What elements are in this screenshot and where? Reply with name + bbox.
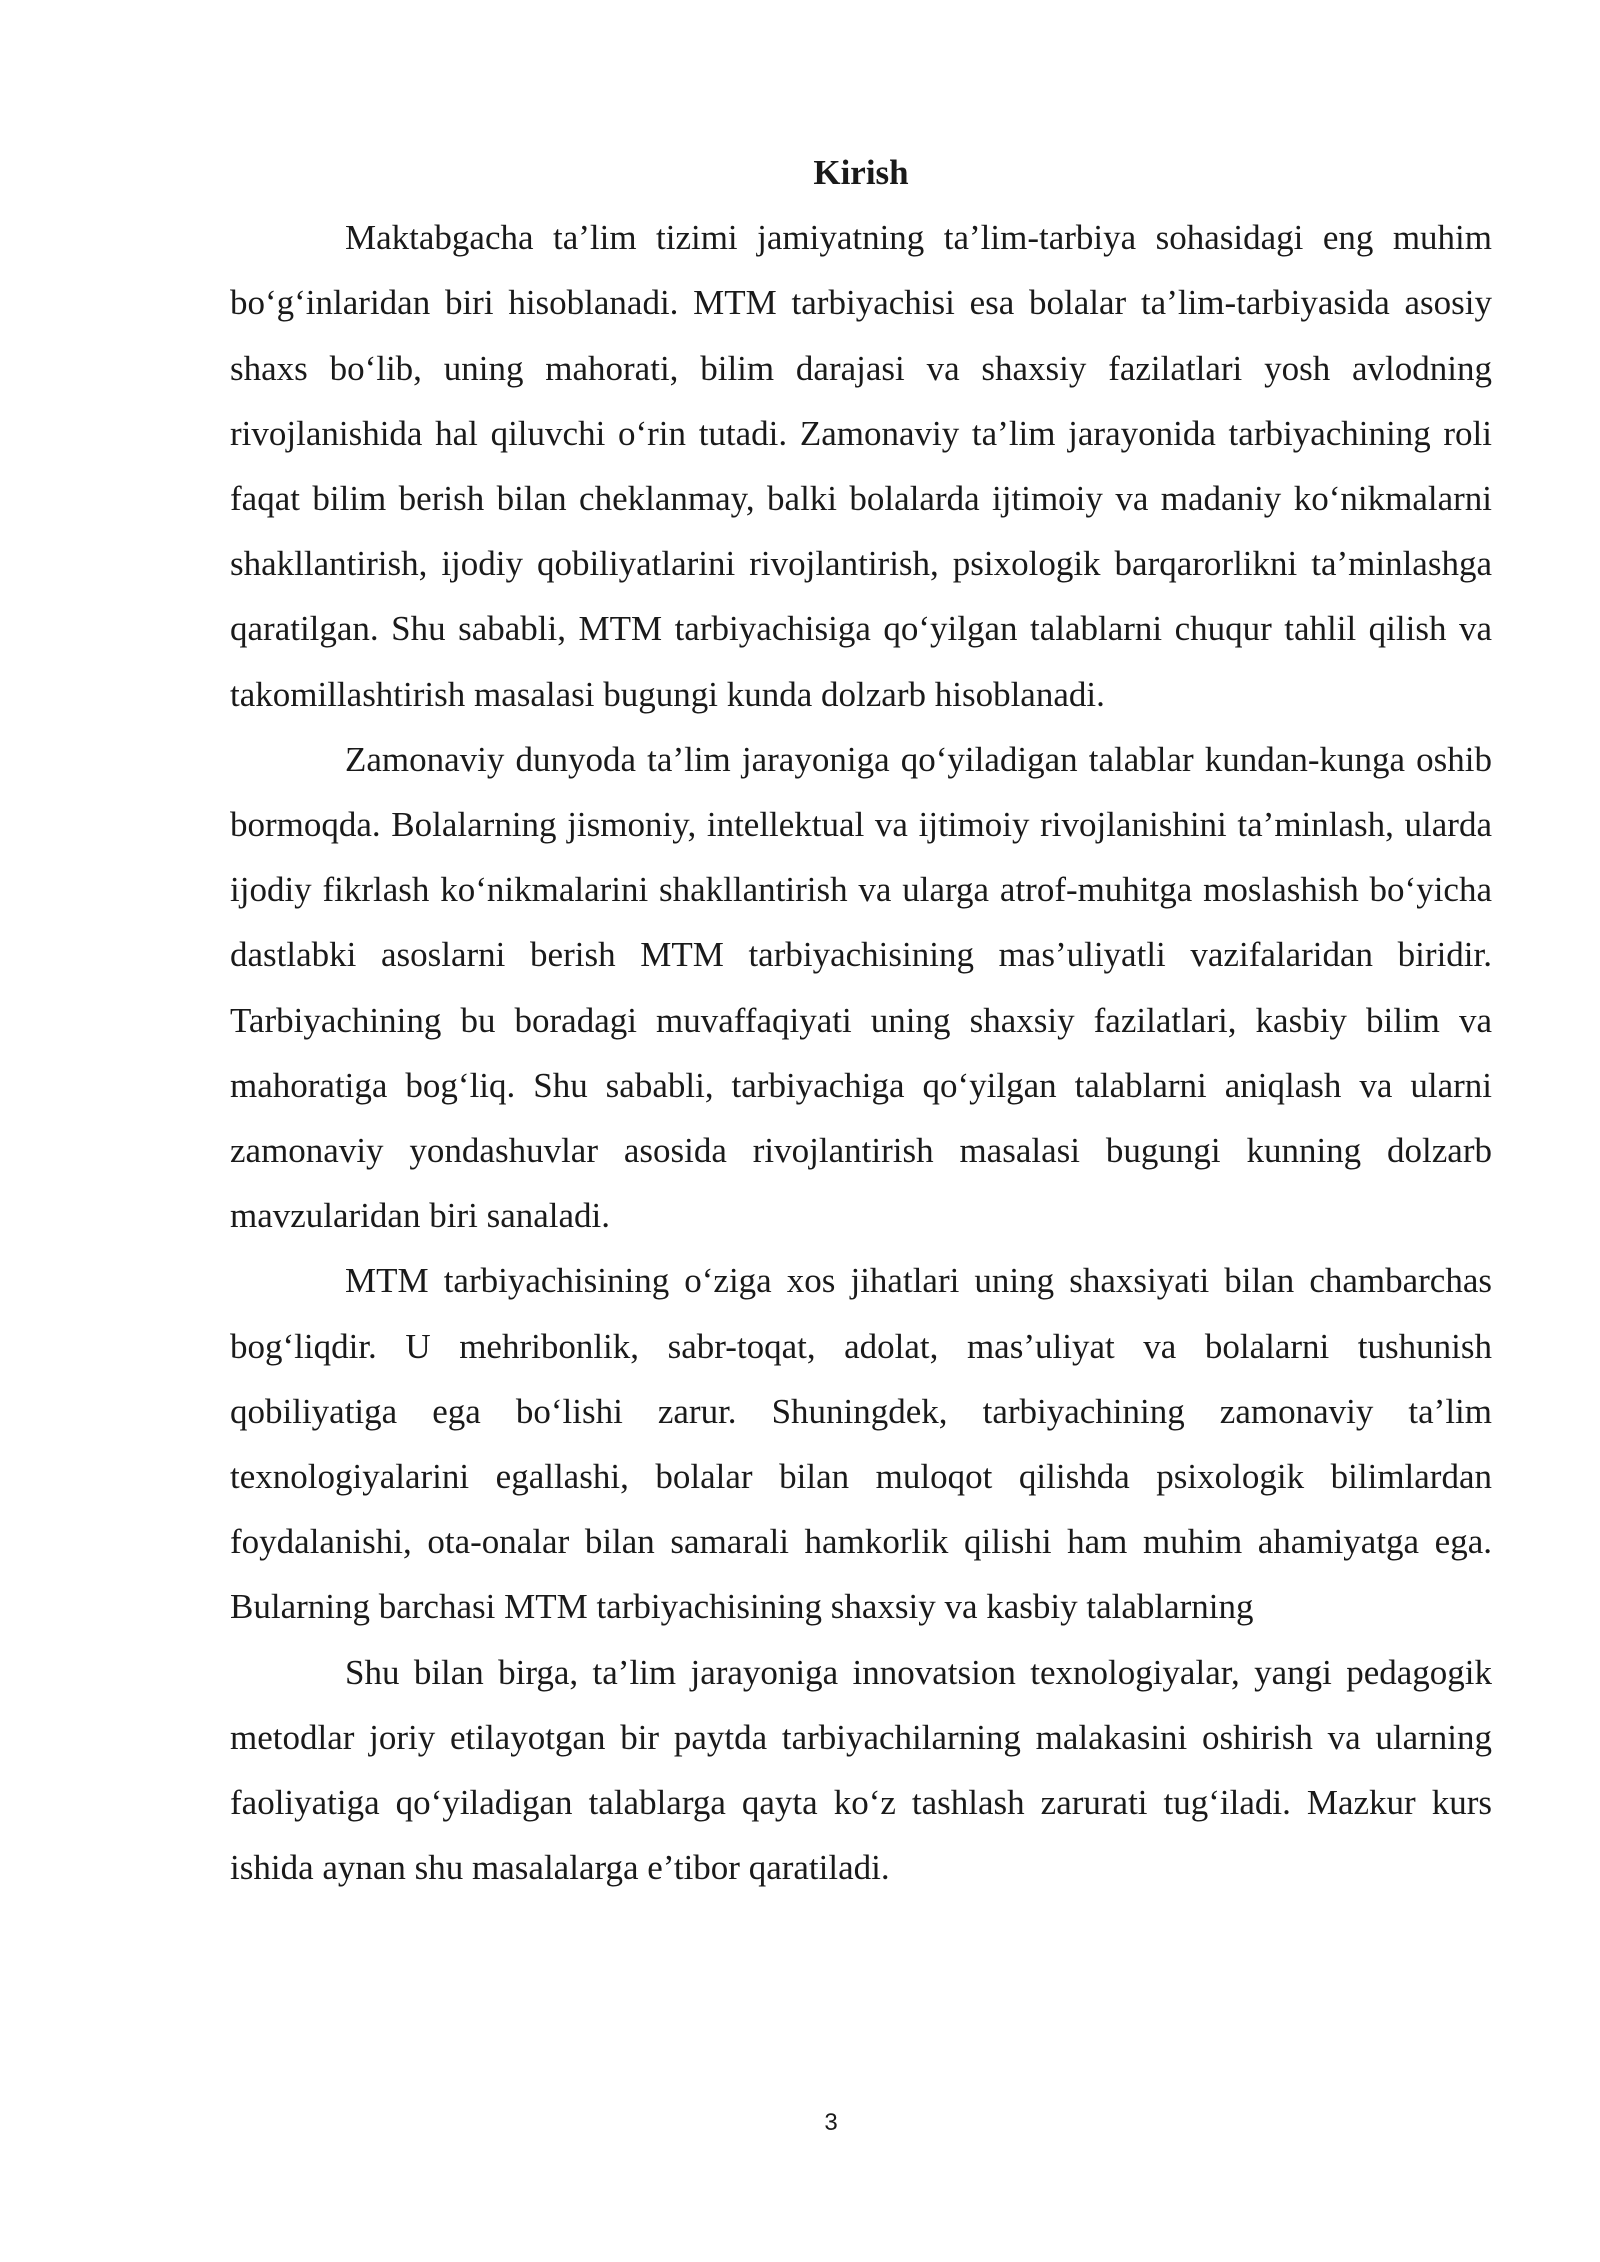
paragraph-3: MTM tarbiyachisining o‘ziga xos jihatlari uning shaxsiyati bilan chambarchas bog‘liqdir. U mehribonlik, sabr-toqat, adolat, mas’uliyat va bolalarni tushunish qobiliyatiga ega bo‘lishi zarur. Shuningdek, tarbiyachining zamonaviy ta’lim texnologiyalarini egallashi, bolalar bilan muloqot qilishda psixologik bilimlardan foydalanishi, ota-onalar bilan samarali hamkorlik qilishi ham muhim ahamiyatga ega. Bularning barchasi MTM tarbiyachisining shaxsiy va kasbiy talablarning (230, 1261, 1492, 1627)
paragraph-1: Maktabgacha ta’lim tizimi jamiyatning ta’lim-tarbiya sohasidagi eng muhim bo‘g‘inlaridan biri hisoblanadi. MTM tarbiyachisi esa bolalar ta’lim-tarbiyasida asosiy shaxs bo‘lib, uning mahorati, bilim darajasi va shaxsiy fazilatlari yosh avlodning rivojlanishida hal qiluvchi o‘rin tutadi. Zamonaviy ta’lim jarayonida tarbiyachining roli faqat bilim berish bilan cheklanmay, balki bolalarda ijtimoiy va madaniy ko‘nikmalarni shakllantirish, ijodiy qobiliyatlarini rivojlantirish, psixologik barqarorlikni ta’minlashga qaratilgan. Shu sababli, MTM tarbiyachisiga qo‘yilgan talablarni chuqur tahlil qilish va takomillashtirish masalasi bugungi kunda dolzarb hisoblanadi. (230, 218, 1492, 714)
page-body (230, 140, 1492, 1900)
paragraph-4: Shu bilan birga, ta’lim jarayoniga innovatsion texnologiyalar, yangi pedagogik metodlar joriy etilayotgan bir paytda tarbiyachilarning malakasini oshirish va ularning faoliyatiga qo‘yiladigan talablarga qayta ko‘z tashlash zarurati tug‘iladi. Mazkur kurs ishida aynan shu masalalarga e’tibor qaratiladi. (230, 1652, 1492, 1888)
page-number: 3 (824, 2109, 838, 2136)
paragraph-2: Zamonaviy dunyoda ta’lim jarayoniga qo‘yiladigan talablar kundan-kunga oshib bormoqda. Bolalarning jismoniy, intellektual va ijtimoiy rivojlanishini ta’minlash, ularda ijodiy fikrlash ko‘nikmalarini shakllantirish va ularga atrof-muhitga moslashish bo‘yicha dastlabki asoslarni berish MTM tarbiyachisining mas’uliyatli vazifalaridan biridir. Tarbiyachining bu boradagi muvaffaqiyati uning shaxsiy fazilatlari, kasbiy bilim va mahoratiga bog‘liq. Shu sababli, tarbiyachiga qo‘yilgan talablarni aniqlash va ularni zamonaviy yondashuvlar asosida rivojlantirish masalasi bugungi kunning dolzarb mavzularidan biri sanaladi. (230, 739, 1492, 1236)
section-title: Kirish (813, 153, 909, 192)
